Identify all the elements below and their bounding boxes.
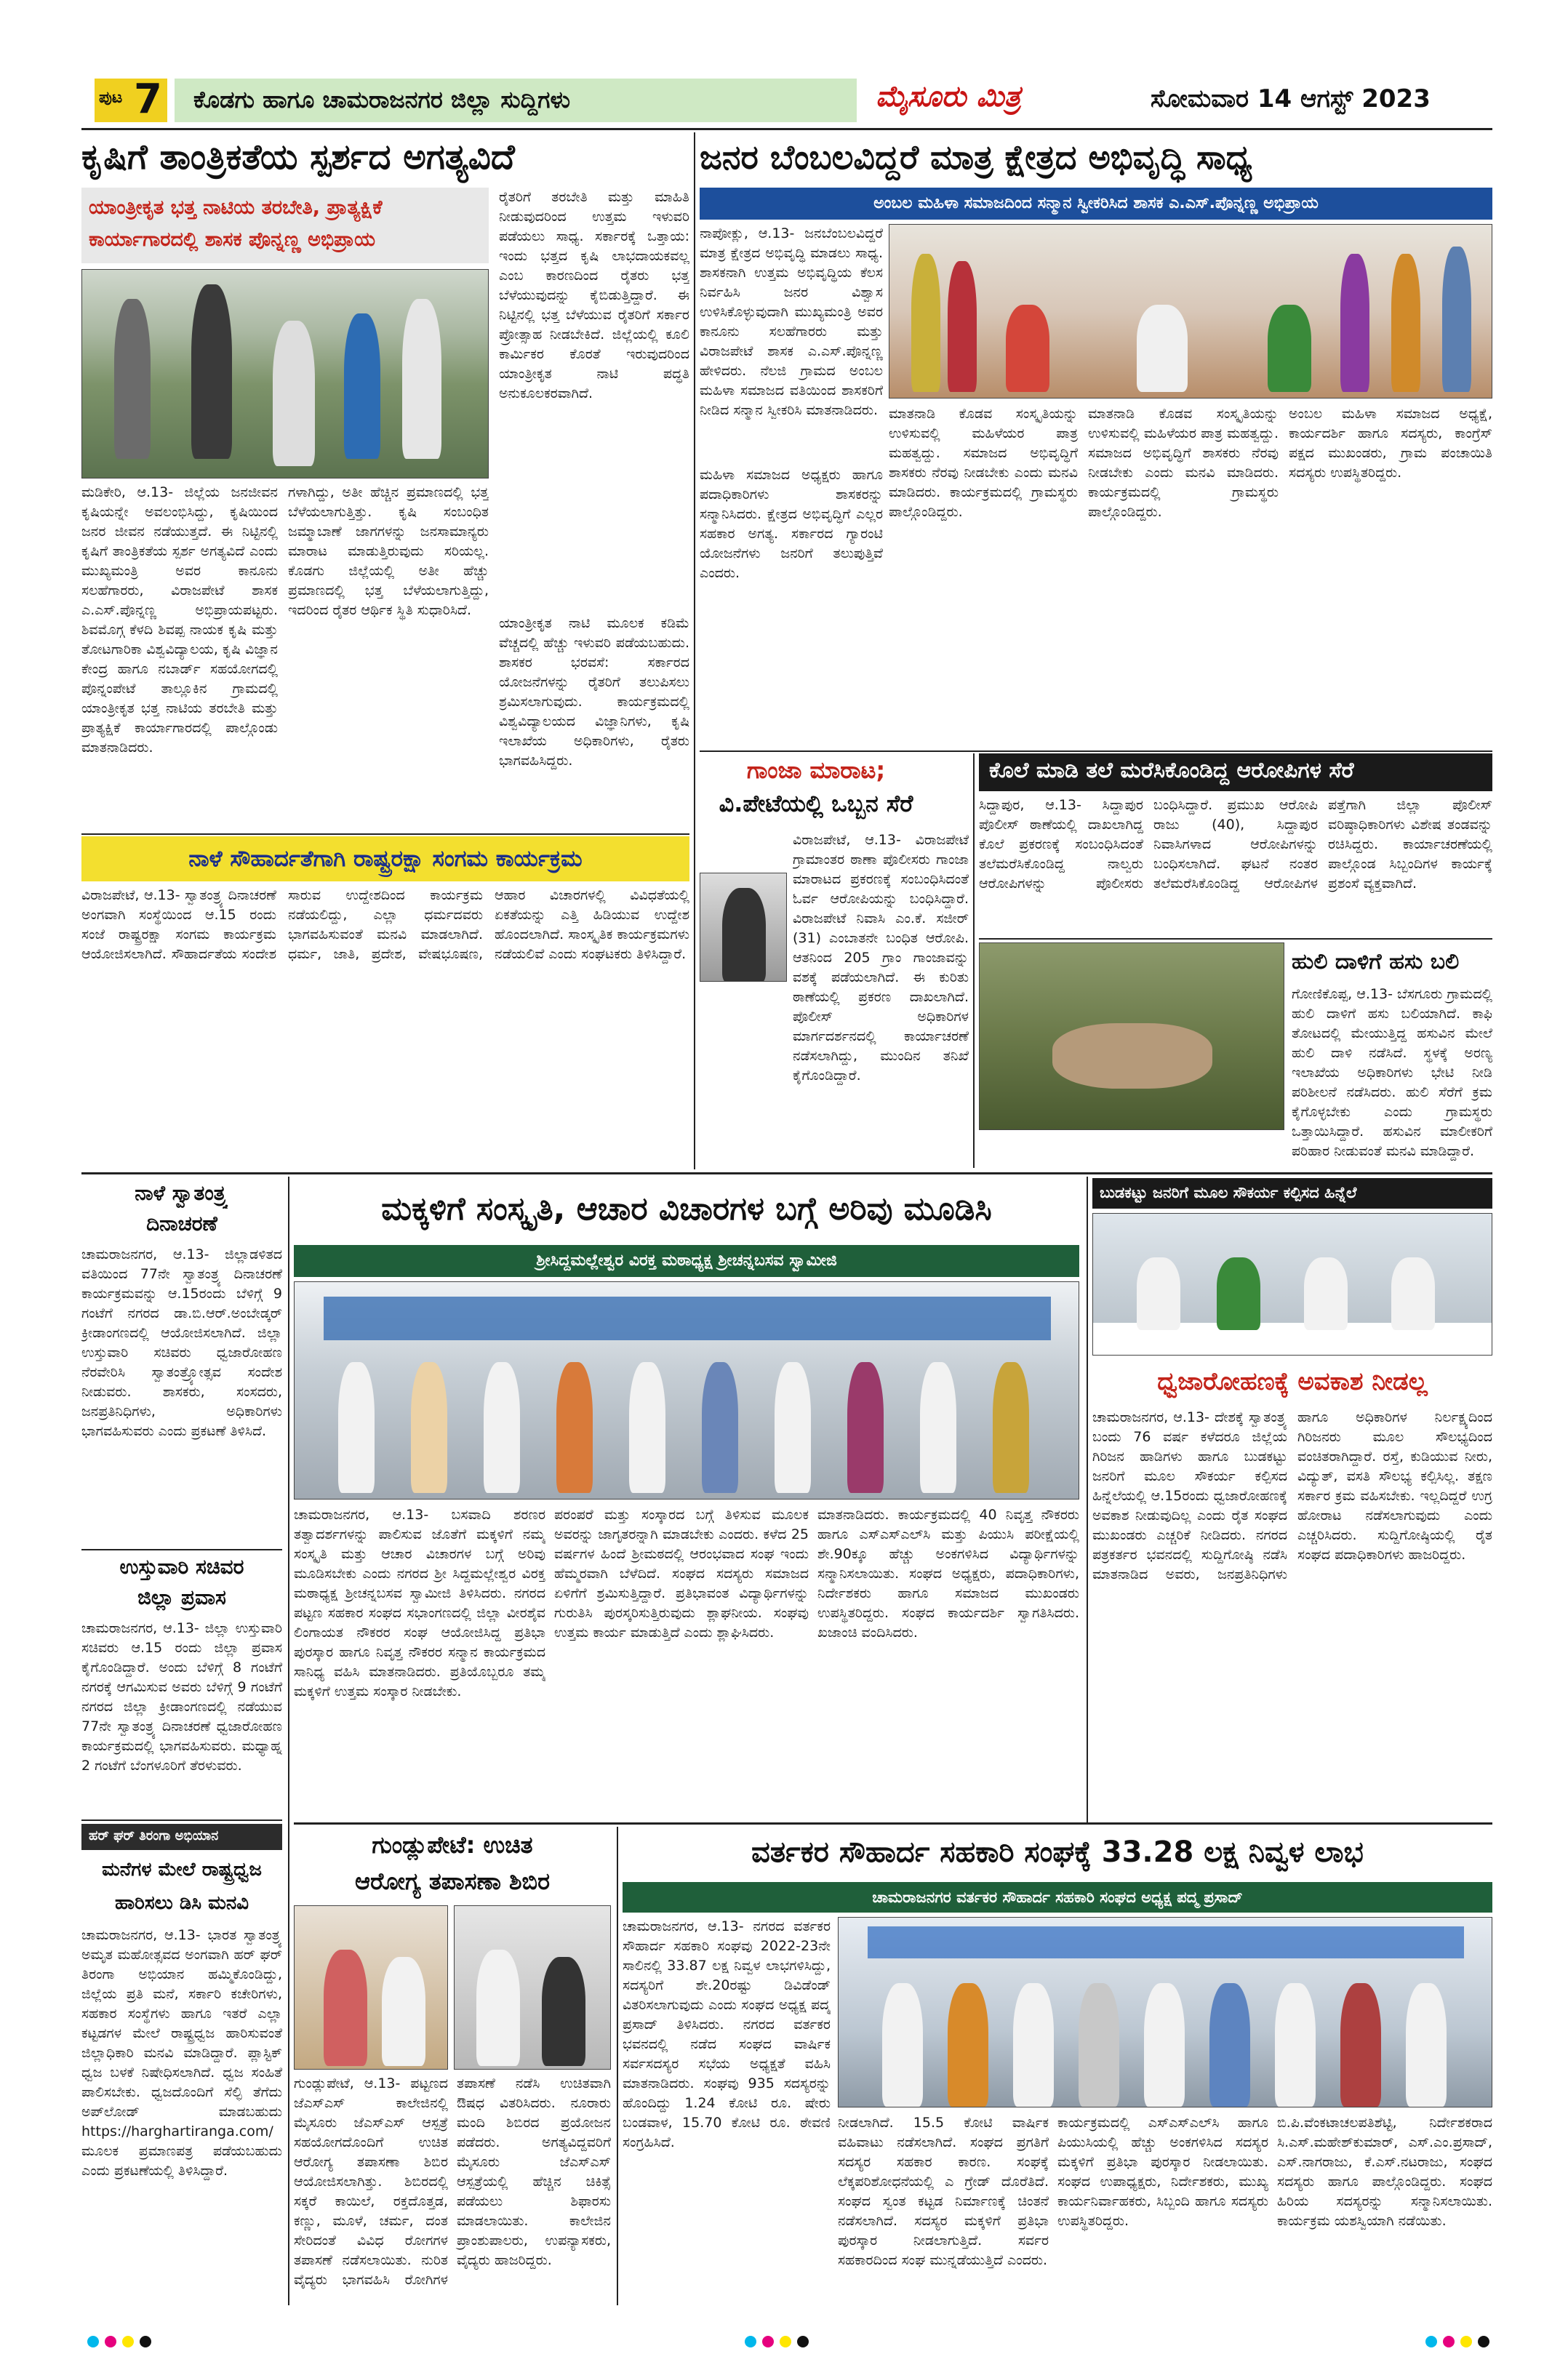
story11-kicker: ಬುಡಕಟ್ಟು ಜನರಿಗೆ ಮೂಲ ಸೌಕರ್ಯ ಕಲ್ಪಿಸದ ಹಿನ್ನೆಲೆ <box>1100 1184 1357 1201</box>
row-rule <box>81 1172 1492 1174</box>
story2-body-b: ಮಹಿಳಾ ಸಮಾಜದ ಅಧ್ಯಕ್ಷರು ಹಾಗೂ ಪದಾಧಿಕಾರಿಗಳು ಶಾಸಕರನ್ನು ಸನ್ಮಾನಿಸಿದರು. ಕ್ಷೇತ್ರದ ಅಭಿವೃದ್ಧಿಗೆ ಎಲ್ಲರ ಸಹಕಾರ ಅಗತ್ಯ. ಸರ್ಕಾರದ ಗ್ಯಾರಂಟಿ ಯೋಜನೆಗಳು ಜನರಿಗೆ ತಲುಪುತ್ತಿವೆ ಎಂದರು. <box>700 467 883 581</box>
story10-subhead: ಶ್ರೀಸಿದ್ದಮಲ್ಲೇಶ್ವರ ವಿರಕ್ತ ಮಠಾಧ್ಯಕ್ಷ ಶ್ರೀಚನ್ನಬಸವ ಸ್ವಾಮೀಜಿ <box>536 1252 837 1270</box>
story4-headline-line1: ಗಾಂಜಾ ಮಾರಾಟ; <box>746 756 886 784</box>
story3-headline-banner <box>81 836 689 881</box>
registration-dot-yellow <box>780 2336 791 2347</box>
story8-headline-line2: ಜಿಲ್ಲಾ ಪ್ರವಾಸ <box>137 1585 226 1609</box>
story1-headline: ಕೃಷಿಗೆ ತಾಂತ್ರಿಕತೆಯ ಸ್ಪರ್ಶದ ಅಗತ್ಯವಿದೆ <box>81 137 515 177</box>
story3-headline: ನಾಳೆ ಸೌಹಾರ್ದತೆಗಾಗಿ ರಾಷ್ಟ್ರರಕ್ಷಾ ಸಂಗಮ ಕಾರ್ಯಕ್ರಮ <box>188 846 583 872</box>
row-rule <box>700 750 1492 752</box>
story1-body-b: ರೈತರಿಗೆ ತರಬೇತಿ ಮತ್ತು ಮಾಹಿತಿ ನೀಡುವುದರಿಂದ ಉತ್ತಮ ಇಳುವರಿ ಪಡೆಯಲು ಸಾಧ್ಯ. ಸರ್ಕಾರಕ್ಕೆ ಒತ್ತಾಯ: ಇಂದು ಭತ್ತದ ಕೃಷಿ ಲಾಭದಾಯಕವಲ್ಲ ಎಂಬ ಕಾರಣದಿಂದ ರೈತರು ಭತ್ತ ಬೆಳೆಯುವುದನ್ನು ಕೈಬಿಡುತ್ತಿದ್ದಾರೆ. ಈ ನಿಟ್ಟಿನಲ್ಲಿ ಭತ್ತ ಬೆಳೆಯುವ ರೈತರಿಗೆ ಸರ್ಕಾರ ಪ್ರೋತ್ಸಾಹ ನೀಡಬೇಕಿದೆ. ಜಿಲ್ಲೆಯಲ್ಲಿ ಕೂಲಿ ಕಾರ್ಮಿಕರ ಕೊರತೆ ಇರುವುದರಿಂದ ಯಾಂತ್ರೀಕೃತ ನಾಟಿ ಪದ್ಧತಿ ಅನುಕೂಲಕರವಾಗಿದೆ. <box>499 189 689 401</box>
masthead <box>81 76 1492 125</box>
story13-body-d: ಬಿ.ಪಿ.ವೆಂಕಟಾಚಲಪತಿಶೆಟ್ಟಿ, ನಿರ್ದೇಶಕರಾದ ಸಿ.ಎಸ್.ಮಹೇಶ್‌ಕುಮಾರ್, ಎಸ್.ಎಂ.ಪ್ರಸಾದ್, ಎಸ್.ನಾಗರಾಜು, ಕೆ.ಎಸ್.ನಟರಾಜು, ಸಂಘದ ಸದಸ್ಯರು ಹಾಗೂ ಪಾಲ್ಗೊಂಡಿದ್ದರು. ಸಂಘದ ಹಿರಿಯ ಸದಸ್ಯರನ್ನು ಸನ್ಮಾನಿಸಲಾಯಿತು. ಕಾರ್ಯಕ್ರಮ ಯಶಸ್ವಿಯಾಗಿ ನಡೆಯಿತು. <box>1277 2115 1492 2229</box>
col-rule <box>288 1177 289 2305</box>
registration-dot-magenta <box>1443 2336 1455 2347</box>
story2-body-c: ಮಾತನಾಡಿ ಕೊಡವ ಸಂಸ್ಕೃತಿಯನ್ನು ಉಳಿಸುವಲ್ಲಿ ಮಹಿಳೆಯರ ಪಾತ್ರ ಮಹತ್ವದ್ದು. ಸಮಾಜದ ಅಭಿವೃದ್ಧಿಗೆ ಶಾಸಕರು ನೆರವು ನೀಡಬೇಕು ಎಂದು ಮನವಿ ಮಾಡಿದರು. ಕಾರ್ಯಕ್ರಮದಲ್ಲಿ ಗ್ರಾಮಸ್ಥರು ಪಾಲ್ಗೊಂಡಿದ್ದರು. <box>889 406 1078 520</box>
story11-body: ಚಾಮರಾಜನಗರ, ಆ.13- ದೇಶಕ್ಕೆ ಸ್ವಾತಂತ್ರ್ಯ ಬಂದು 76 ವರ್ಷ ಕಳೆದರೂ ಜಿಲ್ಲೆಯ ಗಿರಿಜನ ಹಾಡಿಗಳು ಹಾಗೂ ಬುಡಕಟ್ಟು ಜನರಿಗೆ ಮೂಲ ಸೌಕರ್ಯ ಕಲ್ಪಿಸದ ಹಿನ್ನೆಲೆಯಲ್ಲಿ ಆ.15ರಂದು ಧ್ವಜಾರೋಹಣಕ್ಕೆ ಅವಕಾಶ ನೀಡುವುದಿಲ್ಲ ಎಂದು ರೈತ ಸಂಘದ ಮುಖಂಡರು ಎಚ್ಚರಿಕೆ ನೀಡಿದರು. ನಗರದ ಪತ್ರಕರ್ತರ ಭವನದಲ್ಲಿ ಸುದ್ದಿಗೋಷ್ಠಿ ನಡೆಸಿ ಮಾತನಾಡಿದ ಅವರು, ಜನಪ್ರತಿನಿಧಿಗಳು ಹಾಗೂ ಅಧಿಕಾರಿಗಳ ನಿರ್ಲಕ್ಷ್ಯದಿಂದ ಗಿರಿಜನರು ಮೂಲ ಸೌಲಭ್ಯದಿಂದ ವಂಚಿತರಾಗಿದ್ದಾರೆ. ರಸ್ತೆ, ಕುಡಿಯುವ ನೀರು, ವಿದ್ಯುತ್, ವಸತಿ ಸೌಲಭ್ಯ ಕಲ್ಪಿಸಿಲ್ಲ. ತಕ್ಷಣ ಸರ್ಕಾರ ಕ್ರಮ ವಹಿಸಬೇಕು. ಇಲ್ಲದಿದ್ದರೆ ಉಗ್ರ ಹೋರಾಟ ನಡೆಸಲಾಗುವುದು ಎಂದು ಎಚ್ಚರಿಸಿದರು. ಸುದ್ದಿಗೋಷ್ಠಿಯಲ್ಲಿ ರೈತ ಸಂಘದ ಪದಾಧಿಕಾರಿಗಳು ಹಾಜರಿದ್ದರು. <box>1092 1409 1492 1582</box>
story1-body-c: ಗಳಾಗಿದ್ದು, ಅತೀ ಹೆಚ್ಚಿನ ಪ್ರಮಾಣದಲ್ಲಿ ಭತ್ತ ಬೆಳೆಯಲಾಗುತ್ತಿತ್ತು. ಕೃಷಿ ಸಂಬಂಧಿತ ಜಮ್ಮಾಬಾಣೆ ಜಾಗಗಳನ್ನು ಜನಸಾಮಾನ್ಯರು ಮಾರಾಟ ಮಾಡುತ್ತಿರುವುದು ಸರಿಯಲ್ಲ. ಕೊಡಗು ಜಿಲ್ಲೆಯಲ್ಲಿ ಅತೀ ಹೆಚ್ಚು ಪ್ರಮಾಣದಲ್ಲಿ ಭತ್ತ ಬೆಳೆಯಲಾಗುತ್ತಿದ್ದು, ಇದರಿಂದ ರೈತರ ಆರ್ಥಿಕ ಸ್ಥಿತಿ ಸುಧಾರಿಸಿದೆ. <box>288 484 489 618</box>
story10-subhead-banner <box>294 1245 1079 1277</box>
story8-body: ಚಾಮರಾಜನಗರ, ಆ.13- ಜಿಲ್ಲಾ ಉಸ್ತುವಾರಿ ಸಚಿವರು ಆ.15 ರಂದು ಜಿಲ್ಲಾ ಪ್ರವಾಸ ಕೈಗೊಂಡಿದ್ದಾರೆ. ಅಂದು ಬೆಳಿಗ್ಗೆ 8 ಗಂಟೆಗೆ ನಗರಕ್ಕೆ ಆಗಮಿಸುವ ಅವರು ಬೆಳಿಗ್ಗೆ 9 ಗಂಟೆಗೆ ನಗರದ ಜಿಲ್ಲಾ ಕ್ರೀಡಾಂಗಣದಲ್ಲಿ ನಡೆಯುವ 77ನೇ ಸ್ವಾತಂತ್ರ್ಯ ದಿನಾಚರಣೆ ಧ್ವಜಾರೋಹಣ ಕಾರ್ಯಕ್ರಮದಲ್ಲಿ ಭಾಗವಹಿಸುವರು. ಮಧ್ಯಾಹ್ನ 2 ಗಂಟೆಗೆ ಬೆಂಗಳೂರಿಗೆ ತೆರಳುವರು. <box>81 1620 282 1774</box>
story12-photo-left <box>294 1905 448 2070</box>
story3-body: ವಿರಾಜಪೇಟೆ, ಆ.13- ಸ್ವಾತಂತ್ರ್ಯ ದಿನಾಚರಣೆ ಅಂಗವಾಗಿ ಸಂಸ್ಥೆಯಿಂದ ಆ.15 ರಂದು ಸಂಜೆ ರಾಷ್ಟ್ರರಕ್ಷಾ ಸಂಗಮ ಕಾರ್ಯಕ್ರಮ ಆಯೋಜಿಸಲಾಗಿದೆ. ಸೌಹಾರ್ದತೆಯ ಸಂದೇಶ ಸಾರುವ ಉದ್ದೇಶದಿಂದ ಕಾರ್ಯಕ್ರಮ ನಡೆಯಲಿದ್ದು, ಎಲ್ಲಾ ಧರ್ಮದವರು ಭಾಗವಹಿಸುವಂತೆ ಮನವಿ ಮಾಡಲಾಗಿದೆ. ಧರ್ಮ, ಜಾತಿ, ಪ್ರದೇಶ, ವೇಷಭೂಷಣ, ಆಹಾರ ವಿಚಾರಗಳಲ್ಲಿ ವಿವಿಧತೆಯಲ್ಲಿ ಏಕತೆಯನ್ನು ಎತ್ತಿ ಹಿಡಿಯುವ ಉದ್ದೇಶ ಹೊಂದಲಾಗಿದೆ. ಸಾಂಸ್ಕೃತಿಕ ಕಾರ್ಯಕ್ರಮಗಳು ನಡೆಯಲಿವೆ ಎಂದು ಸಂಘಟಕರು ತಿಳಿಸಿದ್ದಾರೆ. <box>81 887 689 962</box>
story2-headline: ಜನರ ಬೆಂಬಲವಿದ್ದರೆ ಮಾತ್ರ ಕ್ಷೇತ್ರದ ಅಭಿವೃದ್ಧಿ ಸಾಧ್ಯ <box>700 137 1252 177</box>
story2-body-c2: ಮಾತನಾಡಿ ಕೊಡವ ಸಂಸ್ಕೃತಿಯನ್ನು ಉಳಿಸುವಲ್ಲಿ ಮಹಿಳೆಯರ ಪಾತ್ರ ಮಹತ್ವದ್ದು. ಸಮಾಜದ ಅಭಿವೃದ್ಧಿಗೆ ಶಾಸಕರು ನೆರವು ನೀಡಬೇಕು ಎಂದು ಮನವಿ ಮಾಡಿದರು. ಕಾರ್ಯಕ್ರಮದಲ್ಲಿ ಗ್ರಾಮಸ್ಥರು ಪಾಲ್ಗೊಂಡಿದ್ದರು. <box>1088 406 1279 520</box>
story13-body-a: ಚಾಮರಾಜನಗರ, ಆ.13- ನಗರದ ವರ್ತಕರ ಸೌಹಾರ್ದ ಸಹಕಾರಿ ಸಂಘವು 2022-23ನೇ ಸಾಲಿನಲ್ಲಿ 33.87 ಲಕ್ಷ ನಿವ್ವಳ ಲಾಭಗಳಿಸಿದ್ದು, ಸದಸ್ಯರಿಗೆ ಶೇ.20ರಷ್ಟು ಡಿವಿಡೆಂಡ್ ವಿತರಿಸಲಾಗುವುದು ಎಂದು ಸಂಘದ ಅಧ್ಯಕ್ಷ ಪದ್ಮ ಪ್ರಸಾದ್ ತಿಳಿಸಿದರು. ನಗರದ ವರ್ತಕರ ಭವನದಲ್ಲಿ ನಡೆದ ಸಂಘದ ವಾರ್ಷಿಕ ಸರ್ವಸದಸ್ಯರ ಸಭೆಯ ಅಧ್ಯಕ್ಷತೆ ವಹಿಸಿ ಮಾತನಾಡಿದರು. ಸಂಘವು 935 ಸದಸ್ಯರನ್ನು ಹೊಂದಿದ್ದು 1.24 ಕೋಟಿ ರೂ. ಷೇರು ಬಂಡವಾಳ, 15.70 ಕೋಟಿ ರೂ. ಠೇವಣಿ ಸಂಗ್ರಹಿಸಿದೆ. <box>623 1918 831 2150</box>
col-rule <box>973 753 975 1168</box>
registration-dot-yellow <box>1460 2336 1472 2347</box>
registration-dot-yellow <box>122 2336 134 2347</box>
story1-subhead: ಯಾಂತ್ರೀಕೃತ ಭತ್ತ ನಾಟಿಯ ತರಬೇತಿ, ಪ್ರಾತ್ಯಕ್ಷಿಕೆ ಕಾರ್ಯಾಗಾರದಲ್ಲಿ ಶಾಸಕ ಪೊನ್ನಣ್ಣ ಅಭಿಪ್ರಾಯ <box>89 196 383 251</box>
row-rule <box>81 1549 282 1550</box>
story10-body-c: ಮಾತನಾಡಿದರು. ಕಾರ್ಯಕ್ರಮದಲ್ಲಿ 40 ನಿವೃತ್ತ ನೌಕರರು ಹಾಗೂ ಎಸ್‌ಎಸ್‌ಎಲ್‌ಸಿ ಮತ್ತು ಪಿಯುಸಿ ಪರೀಕ್ಷೆಯಲ್ಲಿ ಶೇ.90ಕ್ಕೂ ಹೆಚ್ಚು ಅಂಕಗಳಿಸಿದ ವಿದ್ಯಾರ್ಥಿಗಳನ್ನು ಸನ್ಮಾನಿಸಲಾಯಿತು. ಸಂಘದ ಅಧ್ಯಕ್ಷರು, ಪದಾಧಿಕಾರಿಗಳು, ನಿರ್ದೇಶಕರು ಹಾಗೂ ಸಮಾಜದ ಮುಖಂಡರು ಉಪಸ್ಥಿತರಿದ್ದರು. ಸಂಘದ ಕಾರ್ಯದರ್ಶಿ ಸ್ವಾಗತಿಸಿದರು. ಖಜಾಂಚಿ ವಂದಿಸಿದರು. <box>817 1507 1079 1641</box>
registration-dot-black <box>1478 2336 1489 2347</box>
story4-headline-line2: ವಿ.ಪೇಟೆಯಲ್ಲಿ ಒಬ್ಬನ ಸೆರೆ <box>719 790 913 817</box>
story7-body: ಚಾಮರಾಜನಗರ, ಆ.13- ಜಿಲ್ಲಾಡಳಿತದ ವತಿಯಿಂದ 77ನೇ ಸ್ವಾತಂತ್ರ್ಯ ದಿನಾಚರಣೆ ಕಾರ್ಯಕ್ರಮವನ್ನು ಆ.15ರಂದು ಬೆಳಿಗ್ಗೆ 9 ಗಂಟೆಗೆ ನಗರದ ಡಾ.ಬಿ.ಆರ್.ಅಂಬೇಡ್ಕರ್ ಕ್ರೀಡಾಂಗಣದಲ್ಲಿ ಆಯೋಜಿಸಲಾಗಿದೆ. ಜಿಲ್ಲಾ ಉಸ್ತುವಾರಿ ಸಚಿವರು ಧ್ವಜಾರೋಹಣ ನೆರವೇರಿಸಿ ಸ್ವಾತಂತ್ರ್ಯೋತ್ಸವ ಸಂದೇಶ ನೀಡುವರು. ಶಾಸಕರು, ಸಂಸದರು, ಜನಪ್ರತಿನಿಧಿಗಳು, ಅಧಿಕಾರಿಗಳು ಭಾಗವಹಿಸುವರು ಎಂದು ಪ್ರಕಟಣೆ ತಿಳಿಸಿದೆ. <box>81 1246 282 1439</box>
col-rule <box>694 132 695 1169</box>
story7-header <box>81 1178 282 1244</box>
paper-name: ಮೈಸೂರು ಮಿತ್ರ <box>876 80 1021 113</box>
section-title-box <box>175 79 857 122</box>
story4-body: ವಿರಾಜಪೇಟೆ, ಆ.13- ವಿರಾಜಪೇಟೆ ಗ್ರಾಮಾಂತರ ಠಾಣಾ ಪೊಲೀಸರು ಗಾಂಜಾ ಮಾರಾಟದ ಪ್ರಕರಣಕ್ಕೆ ಸಂಬಂಧಿಸಿದಂತೆ ಓರ್ವ ಆರೋಪಿಯನ್ನು ಬಂಧಿಸಿದ್ದಾರೆ. ವಿರಾಜಪೇಟೆ ನಿವಾಸಿ ಎಂ.ಕೆ. ಸಜೀರ್ (31) ಎಂಬಾತನೇ ಬಂಧಿತ ಆರೋಪಿ. ಆತನಿಂದ 205 ಗ್ರಾಂ ಗಾಂಜಾವನ್ನು ವಶಕ್ಕೆ ಪಡೆಯಲಾಗಿದೆ. ಈ ಕುರಿತು ಠಾಣೆಯಲ್ಲಿ ಪ್ರಕರಣ ದಾಖಲಾಗಿದೆ. ಪೊಲೀಸ್ ಅಧಿಕಾರಿಗಳ ಮಾರ್ಗದರ್ಶನದಲ್ಲಿ ಕಾರ್ಯಾಚರಣೆ ನಡೆಸಲಾಗಿದ್ದು, ಮುಂದಿನ ತನಿಖೆ ಕೈಗೊಂಡಿದ್ದಾರೆ. <box>793 832 969 1084</box>
story13-body-b: ನೀಡಲಾಗಿದೆ. 15.5 ಕೋಟಿ ವಾರ್ಷಿಕ ವಹಿವಾಟು ನಡೆಸಲಾಗಿದೆ. ಸಂಘದ ಪ್ರಗತಿಗೆ ಸದಸ್ಯರ ಸಹಕಾರ ಕಾರಣ. ಸಂಘಕ್ಕೆ ಲೆಕ್ಕಪರಿಶೋಧನೆಯಲ್ಲಿ ಎ ಗ್ರೇಡ್ ದೊರೆತಿದೆ. ಸಂಘದ ಸ್ವಂತ ಕಟ್ಟಡ ನಿರ್ಮಾಣಕ್ಕೆ ಚಿಂತನೆ ನಡೆಸಲಾಗಿದೆ. ಸದಸ್ಯರ ಮಕ್ಕಳಿಗೆ ಪ್ರತಿಭಾ ಪುರಸ್ಕಾರ ನೀಡಲಾಗುತ್ತಿದೆ. ಸರ್ವರ ಸಹಕಾರದಿಂದ ಸಂಘ ಮುನ್ನಡೆಯುತ್ತಿದೆ ಎಂದರು. <box>838 2115 1049 2268</box>
col-rule <box>1087 1177 1088 1822</box>
registration-dot-black <box>140 2336 151 2347</box>
story7-headline-line1: ನಾಳೆ ಸ್ವಾತಂತ್ರ್ಯ <box>135 1181 229 1205</box>
story8-header <box>81 1552 282 1617</box>
story9-header <box>81 1853 282 1923</box>
story10-photo-felicitation <box>294 1281 1079 1500</box>
story5-headline-banner <box>979 753 1492 791</box>
registration-dot-cyan <box>1425 2336 1437 2347</box>
story6-photo-cow <box>979 942 1284 1130</box>
page-number: 7 <box>134 76 162 123</box>
issue-date: ಸೋಮವಾರ 14 ಆಗಸ್ಟ್ 2023 <box>1151 84 1431 113</box>
story13-subhead-banner <box>623 1882 1492 1913</box>
story11-kicker-box <box>1092 1178 1492 1209</box>
row-rule <box>81 1819 282 1821</box>
story2-subhead: ಅಂಬಲ ಮಹಿಳಾ ಸಮಾಜದಿಂದ ಸನ್ಮಾನ ಸ್ವೀಕರಿಸಿದ ಶಾಸಕ ಎ.ಎಸ್.ಪೊನ್ನಣ್ಣ ಅಭಿಪ್ರಾಯ <box>873 194 1319 212</box>
registration-dot-black <box>797 2336 809 2347</box>
story1-body-d: ಯಾಂತ್ರೀಕೃತ ನಾಟಿ ಮೂಲಕ ಕಡಿಮೆ ವೆಚ್ಚದಲ್ಲಿ ಹೆಚ್ಚು ಇಳುವರಿ ಪಡೆಯಬಹುದು. ಶಾಸಕರ ಭರವಸೆ: ಸರ್ಕಾರದ ಯೋಜನೆಗಳನ್ನು ರೈತರಿಗೆ ತಲುಪಿಸಲು ಶ್ರಮಿಸಲಾಗುವುದು. ಕಾರ್ಯಕ್ರಮದಲ್ಲಿ ವಿಶ್ವವಿದ್ಯಾಲಯದ ವಿಜ್ಞಾನಿಗಳು, ಕೃಷಿ ಇಲಾಖೆಯ ಅಧಿಕಾರಿಗಳು, ರೈತರು ಭಾಗವಹಿಸಿದ್ದರು. <box>499 615 689 769</box>
registration-dot-magenta <box>762 2336 774 2347</box>
story12-headline-line2: ಆರೋಗ್ಯ ತಪಾಸಣಾ ಶಿಬಿರ <box>354 1867 550 1895</box>
story8-headline-line1: ಉಸ್ತುವಾರಿ ಸಚಿವರ <box>119 1555 244 1579</box>
story12-headline-line1: ಗುಂಡ್ಲುಪೇಟೆ: ಉಚಿತ <box>372 1831 533 1859</box>
story2-body-d: ಅಂಬಲ ಮಹಿಳಾ ಸಮಾಜದ ಅಧ್ಯಕ್ಷೆ, ಕಾರ್ಯದರ್ಶಿ ಹಾಗೂ ಸದಸ್ಯರು, ಕಾಂಗ್ರೆಸ್ ಪಕ್ಷದ ಮುಖಂಡರು, ಗ್ರಾಮ ಪಂಚಾಯಿತಿ ಸದಸ್ಯರು ಉಪಸ್ಥಿತರಿದ್ದರು. <box>1289 406 1492 481</box>
row-rule <box>979 938 1492 940</box>
registration-dot-magenta <box>105 2336 116 2347</box>
story9-kicker: ಹರ್ ಘರ್ ತಿರಂಗಾ ಅಭಿಯಾನ <box>89 1828 219 1843</box>
page-label: ಪುಟ <box>99 89 123 107</box>
registration-dot-cyan <box>87 2336 99 2347</box>
story13-photo-award <box>838 1917 1492 2107</box>
story5-headline: ಕೊಲೆ ಮಾಡಿ ತಲೆ ಮರೆಸಿಕೊಂಡಿದ್ದ ಆರೋಪಿಗಳ ಸೆರೆ <box>989 758 1354 783</box>
story1-subhead-box <box>81 188 489 263</box>
story13-body-c: ಕಾರ್ಯಕ್ರಮದಲ್ಲಿ ಎಸ್‌ಎಸ್‌ಎಲ್‌ಸಿ ಹಾಗೂ ಪಿಯುಸಿಯಲ್ಲಿ ಹೆಚ್ಚು ಅಂಕಗಳಿಸಿದ ಸದಸ್ಯರ ಮಕ್ಕಳಿಗೆ ಪ್ರತಿಭಾ ಪುರಸ್ಕಾರ ನೀಡಲಾಯಿತು. ಸಂಘದ ಉಪಾಧ್ಯಕ್ಷರು, ನಿರ್ದೇಶಕರು, ಮುಖ್ಯ ಕಾರ್ಯನಿರ್ವಾಹಕರು, ಸಿಬ್ಬಂದಿ ಹಾಗೂ ಸದಸ್ಯರು ಉಪಸ್ಥಿತರಿದ್ದರು. <box>1057 2115 1268 2229</box>
story4-header <box>700 753 932 826</box>
story9-kicker-box <box>81 1824 282 1850</box>
story9-headline-line1: ಮನೆಗಳ ಮೇಲೆ ರಾಷ್ಟ್ರಧ್ವಜ <box>102 1859 262 1881</box>
story2-body-a: ನಾಪೋಕ್ಲು, ಆ.13- ಜನಬೆಂಬಲವಿದ್ದರೆ ಮಾತ್ರ ಕ್ಷೇತ್ರದ ಅಭಿವೃದ್ಧಿ ಮಾಡಲು ಸಾಧ್ಯ. ಶಾಸಕನಾಗಿ ಉತ್ತಮ ಅಭಿವೃದ್ಧಿಯ ಕೆಲಸ ನಿರ್ವಹಿಸಿ ಜನರ ವಿಶ್ವಾಸ ಉಳಿಸಿಕೊಳ್ಳುವುದಾಗಿ ಮುಖ್ಯಮಂತ್ರಿ ಅವರ ಕಾನೂನು ಸಲಹೆಗಾರರು ಮತ್ತು ವಿರಾಜಪೇಟೆ ಶಾಸಕ ಎ.ಎಸ್.ಪೊನ್ನಣ್ಣ ಹೇಳಿದರು. ನೆಲಜಿ ಗ್ರಾಮದ ಅಂಬಲ ಮಹಿಳಾ ಸಮಾಜದ ವತಿಯಿಂದ ಶಾಸಕರಿಗೆ ನೀಡಿದ ಸನ್ಮಾನ ಸ್ವೀಕರಿಸಿ ಮಾತನಾಡಿದರು. <box>700 225 883 418</box>
story4-photo-accused <box>700 873 787 982</box>
story11-photo-press-meet <box>1092 1213 1492 1356</box>
story10-headline: ಮಕ್ಕಳಿಗೆ ಸಂಸ್ಕೃತಿ, ಆಚಾರ ವಿಚಾರಗಳ ಬಗ್ಗೆ ಅರಿವು ಮೂಡಿಸಿ <box>381 1190 992 1228</box>
story5-body: ಸಿದ್ದಾಪುರ, ಆ.13- ಸಿದ್ದಾಪುರ ಪೊಲೀಸ್ ಠಾಣೆಯಲ್ಲಿ ದಾಖಲಾಗಿದ್ದ ಕೊಲೆ ಪ್ರಕರಣಕ್ಕೆ ಸಂಬಂಧಿಸಿದಂತೆ ತಲೆಮರೆಸಿಕೊಂಡಿದ್ದ ನಾಲ್ವರು ಆರೋಪಿಗಳನ್ನು ಪೊಲೀಸರು ಬಂಧಿಸಿದ್ದಾರೆ. ಪ್ರಮುಖ ಆರೋಪಿ ರಾಜು (40), ಸಿದ್ದಾಪುರ ನಿವಾಸಿಗಳಾದ ಆರೋಪಿಗಳನ್ನು ಬಂಧಿಸಲಾಗಿದೆ. ಘಟನೆ ನಂತರ ತಲೆಮರೆಸಿಕೊಂಡಿದ್ದ ಆರೋಪಿಗಳ ಪತ್ತೆಗಾಗಿ ಜಿಲ್ಲಾ ಪೊಲೀಸ್ ವರಿಷ್ಠಾಧಿಕಾರಿಗಳು ವಿಶೇಷ ತಂಡವನ್ನು ರಚಿಸಿದ್ದರು. ಕಾರ್ಯಾಚರಣೆಯಲ್ಲಿ ಪಾಲ್ಗೊಂಡ ಸಿಬ್ಬಂದಿಗಳ ಕಾರ್ಯಕ್ಕೆ ಪ್ರಶಂಸೆ ವ್ಯಕ್ತವಾಗಿದೆ. <box>979 797 1492 892</box>
col-rule <box>617 1827 618 2305</box>
story12-header <box>294 1827 611 1902</box>
story13-subhead: ಚಾಮರಾಜನಗರ ವರ್ತಕರ ಸೌಹಾರ್ದ ಸಹಕಾರಿ ಸಂಘದ ಅಧ್ಯಕ್ಷ ಪದ್ಮ ಪ್ರಸಾದ್ <box>872 1889 1243 1906</box>
row-rule <box>294 1822 1492 1825</box>
story10-body-a: ಚಾಮರಾಜನಗರ, ಆ.13- ಬಸವಾದಿ ಶರಣರ ತತ್ವಾದರ್ಶಗಳನ್ನು ಪಾಲಿಸುವ ಜೊತೆಗೆ ಮಕ್ಕಳಿಗೆ ನಮ್ಮ ಸಂಸ್ಕೃತಿ ಮತ್ತು ಆಚಾರ ವಿಚಾರಗಳ ಬಗ್ಗೆ ಅರಿವು ಮೂಡಿಸಬೇಕು ಎಂದು ನಗರದ ಶ್ರೀ ಸಿದ್ದಮಲ್ಲೇಶ್ವರ ವಿರಕ್ತ ಮಠಾಧ್ಯಕ್ಷ ಶ್ರೀಚನ್ನಬಸವ ಸ್ವಾಮೀಜಿ ತಿಳಿಸಿದರು. ನಗರದ ಪಟ್ಟಣ ಸಹಕಾರ ಸಂಘದ ಸಭಾಂಗಣದಲ್ಲಿ ಜಿಲ್ಲಾ ವೀರಶೈವ ಲಿಂಗಾಯತ ನೌಕರರ ಸಂಘ ಆಯೋಜಿಸಿದ್ದ ಪ್ರತಿಭಾ ಪುರಸ್ಕಾರ ಹಾಗೂ ನಿವೃತ್ತ ನೌಕರರ ಸನ್ಮಾನ ಕಾರ್ಯಕ್ರಮದ ಸಾನಿಧ್ಯ ವಹಿಸಿ ಮಾತನಾಡಿದರು. ಪ್ರತಿಯೊಬ್ಬರೂ ತಮ್ಮ ಮಕ್ಕಳಿಗೆ ಉತ್ತಮ ಸಂಸ್ಕಾರ ನೀಡಬೇಕು. <box>294 1507 545 1700</box>
story9-body: ಚಾಮರಾಜನಗರ, ಆ.13- ಭಾರತ ಸ್ವಾತಂತ್ರ್ಯ ಅಮೃತ ಮಹೋತ್ಸವದ ಅಂಗವಾಗಿ ಹರ್ ಘರ್ ತಿರಂಗಾ ಅಭಿಯಾನ ಹಮ್ಮಿಕೊಂಡಿದ್ದು, ಜಿಲ್ಲೆಯ ಪ್ರತಿ ಮನೆ, ಸರ್ಕಾರಿ ಕಚೇರಿಗಳು, ಸಹಕಾರ ಸಂಸ್ಥೆಗಳು ಹಾಗೂ ಇತರೆ ಎಲ್ಲಾ ಕಟ್ಟಡಗಳ ಮೇಲೆ ರಾಷ್ಟ್ರಧ್ವಜ ಹಾರಿಸುವಂತೆ ಜಿಲ್ಲಾಧಿಕಾರಿ ಮನವಿ ಮಾಡಿದ್ದಾರೆ. ಪ್ಲಾಸ್ಟಿಕ್ ಧ್ವಜ ಬಳಕೆ ನಿಷೇಧಿಸಲಾಗಿದೆ. ಧ್ವಜ ಸಂಹಿತೆ ಪಾಲಿಸಬೇಕು. ಧ್ವಜದೊಂದಿಗೆ ಸೆಲ್ಫಿ ತೆಗೆದು ಅಪ್‌ಲೋಡ್ ಮಾಡಬಹುದು https://harghartiranga.com/ ಮೂಲಕ ಪ್ರಮಾಣಪತ್ರ ಪಡೆಯಬಹುದು ಎಂದು ಪ್ರಕಟಣೆಯಲ್ಲಿ ತಿಳಿಸಿದ್ದಾರೆ. <box>81 1927 282 2179</box>
story1-body-a: ಮಡಿಕೇರಿ, ಆ.13- ಜಿಲ್ಲೆಯ ಜನಜೀವನ ಕೃಷಿಯನ್ನೇ ಅವಲಂಭಿಸಿದ್ದು, ಕೃಷಿಯಿಂದ ಜನರ ಜೀವನ ನಡೆಯುತ್ತದೆ. ಈ ನಿಟ್ಟಿನಲ್ಲಿ ಕೃಷಿಗೆ ತಾಂತ್ರಿಕತೆಯ ಸ್ಪರ್ಶ ಅಗತ್ಯವಿದೆ ಎಂದು ಮುಖ್ಯಮಂತ್ರಿ ಅವರ ಕಾನೂನು ಸಲಹೆಗಾರರು, ವಿರಾಜಪೇಟೆ ಶಾಸಕ ಎ.ಎಸ್.ಪೊನ್ನಣ್ಣ ಅಭಿಪ್ರಾಯಪಟ್ಟರು. ಶಿವಮೊಗ್ಗ ಕೆಳದಿ ಶಿವಪ್ಪ ನಾಯಕ ಕೃಷಿ ಮತ್ತು ತೋಟಗಾರಿಕಾ ವಿಶ್ವವಿದ್ಯಾಲಯ, ಕೃಷಿ ವಿಜ್ಞಾನ ಕೇಂದ್ರ ಹಾಗೂ ನಬಾರ್ಡ್ ಸಹಯೋಗದಲ್ಲಿ ಪೊನ್ನಂಪೇಟೆ ತಾಲ್ಲೂಕಿನ ಗ್ರಾಮದಲ್ಲಿ ಯಾಂತ್ರೀಕೃತ ಭತ್ತ ನಾಟಿಯ ತರಬೇತಿ ಮತ್ತು ಪ್ರಾತ್ಯಕ್ಷಿಕೆ ಕಾರ್ಯಾಗಾರದಲ್ಲಿ ಪಾಲ್ಗೊಂಡು ಮಾತನಾಡಿದರು. <box>81 484 278 756</box>
row-rule <box>81 833 689 835</box>
story7-headline-line2: ದಿನಾಚರಣೆ <box>146 1212 217 1236</box>
story1-photo-rice-field <box>81 269 489 479</box>
story10-body-b: ಪರಂಪರೆ ಮತ್ತು ಸಂಸ್ಕಾರದ ಬಗ್ಗೆ ತಿಳಿಸುವ ಮೂಲಕ ಅವರನ್ನು ಜಾಗೃತರನ್ನಾಗಿ ಮಾಡಬೇಕು ಎಂದರು. ಕಳೆದ 25 ವರ್ಷಗಳ ಹಿಂದೆ ಶ್ರೀಮಠದಲ್ಲಿ ಆರಂಭವಾದ ಸಂಘ ಇಂದು ಹೆಮ್ಮರವಾಗಿ ಬೆಳೆದಿದೆ. ಸಂಘದ ಸದಸ್ಯರು ಸಮಾಜದ ಏಳಿಗೆಗೆ ಶ್ರಮಿಸುತ್ತಿದ್ದಾರೆ. ಪ್ರತಿಭಾವಂತ ವಿದ್ಯಾರ್ಥಿಗಳನ್ನು ಗುರುತಿಸಿ ಪುರಸ್ಕರಿಸುತ್ತಿರುವುದು ಶ್ಲಾಘನೀಯ. ಸಂಘವು ಉತ್ತಮ ಕಾರ್ಯ ಮಾಡುತ್ತಿದೆ ಎಂದು ಶ್ಲಾಘಿಸಿದರು. <box>554 1507 809 1641</box>
story13-headline: ವರ್ತಕರ ಸೌಹಾರ್ದ ಸಹಕಾರಿ ಸಂಘಕ್ಕೆ 33.28 ಲಕ್ಷ ನಿವ್ವಳ ಲಾಭ <box>751 1835 1364 1869</box>
story2-photo-felicitation <box>889 224 1492 399</box>
section-title: ಕೊಡಗು ಹಾಗೂ ಚಾಮರಾಜನಗರ ಜಿಲ್ಲಾ ಸುದ್ದಿಗಳು <box>193 86 571 113</box>
story2-subhead-banner <box>700 188 1492 220</box>
story12-body: ಗುಂಡ್ಲುಪೇಟೆ, ಆ.13- ಪಟ್ಟಣದ ಜೆಎಸ್‌ಎಸ್ ಕಾಲೇಜಿನಲ್ಲಿ ಮೈಸೂರು ಜೆಎಸ್‌ಎಸ್ ಆಸ್ಪತ್ರೆ ಸಹಯೋಗದೊಂದಿಗೆ ಉಚಿತ ಆರೋಗ್ಯ ತಪಾಸಣಾ ಶಿಬಿರ ಆಯೋಜಿಸಲಾಗಿತ್ತು. ಶಿಬಿರದಲ್ಲಿ ಸಕ್ಕರೆ ಕಾಯಿಲೆ, ರಕ್ತದೊತ್ತಡ, ಕಣ್ಣು, ಮೂಳೆ, ಚರ್ಮ, ದಂತ ಸೇರಿದಂತೆ ವಿವಿಧ ರೋಗಗಳ ತಪಾಸಣೆ ನಡೆಸಲಾಯಿತು. ನುರಿತ ವೈದ್ಯರು ಭಾಗವಹಿಸಿ ರೋಗಿಗಳ ತಪಾಸಣೆ ನಡೆಸಿ ಉಚಿತವಾಗಿ ಔಷಧ ವಿತರಿಸಿದರು. ನೂರಾರು ಮಂದಿ ಶಿಬಿರದ ಪ್ರಯೋಜನ ಪಡೆದರು. ಅಗತ್ಯವಿದ್ದವರಿಗೆ ಮೈಸೂರು ಜೆಎಸ್‌ಎಸ್ ಆಸ್ಪತ್ರೆಯಲ್ಲಿ ಹೆಚ್ಚಿನ ಚಿಕಿತ್ಸೆ ಪಡೆಯಲು ಶಿಫಾರಸು ಮಾಡಲಾಯಿತು. ಕಾಲೇಜಿನ ಪ್ರಾಂಶುಪಾಲರು, ಉಪನ್ಯಾಸಕರು, ವೈದ್ಯರು ಹಾಜರಿದ್ದರು. <box>294 2075 611 2288</box>
story9-headline-line2: ಹಾರಿಸಲು ಡಿಸಿ ಮನವಿ <box>114 1892 249 1914</box>
story6-headline: ಹುಲಿ ದಾಳಿಗೆ ಹಸು ಬಲಿ <box>1292 949 1460 974</box>
page-label-box <box>95 76 167 123</box>
registration-dot-cyan <box>745 2336 756 2347</box>
story6-body: ಗೋಣಿಕೊಪ್ಪ, ಆ.13- ಬೆಸಗೂರು ಗ್ರಾಮದಲ್ಲಿ ಹುಲಿ ದಾಳಿಗೆ ಹಸು ಬಲಿಯಾಗಿದೆ. ಕಾಫಿ ತೋಟದಲ್ಲಿ ಮೇಯುತ್ತಿದ್ದ ಹಸುವಿನ ಮೇಲೆ ಹುಲಿ ದಾಳಿ ನಡೆಸಿದೆ. ಸ್ಥಳಕ್ಕೆ ಅರಣ್ಯ ಇಲಾಖೆಯ ಅಧಿಕಾರಿಗಳು ಭೇಟಿ ನೀಡಿ ಪರಿಶೀಲನೆ ನಡೆಸಿದರು. ಹುಲಿ ಸೆರೆಗೆ ಕ್ರಮ ಕೈಗೊಳ್ಳಬೇಕು ಎಂದು ಗ್ರಾಮಸ್ಥರು ಒತ್ತಾಯಿಸಿದ್ದಾರೆ. ಹಸುವಿನ ಮಾಲೀಕರಿಗೆ ಪರಿಹಾರ ನೀಡುವಂತೆ ಮನವಿ ಮಾಡಿದ್ದಾರೆ. <box>1292 986 1492 1159</box>
story12-photo-right <box>454 1905 611 2070</box>
story11-headline: ಧ್ವಜಾರೋಹಣಕ್ಕೆ ಅವಕಾಶ ನೀಡಲ್ಲ <box>1157 1367 1428 1396</box>
